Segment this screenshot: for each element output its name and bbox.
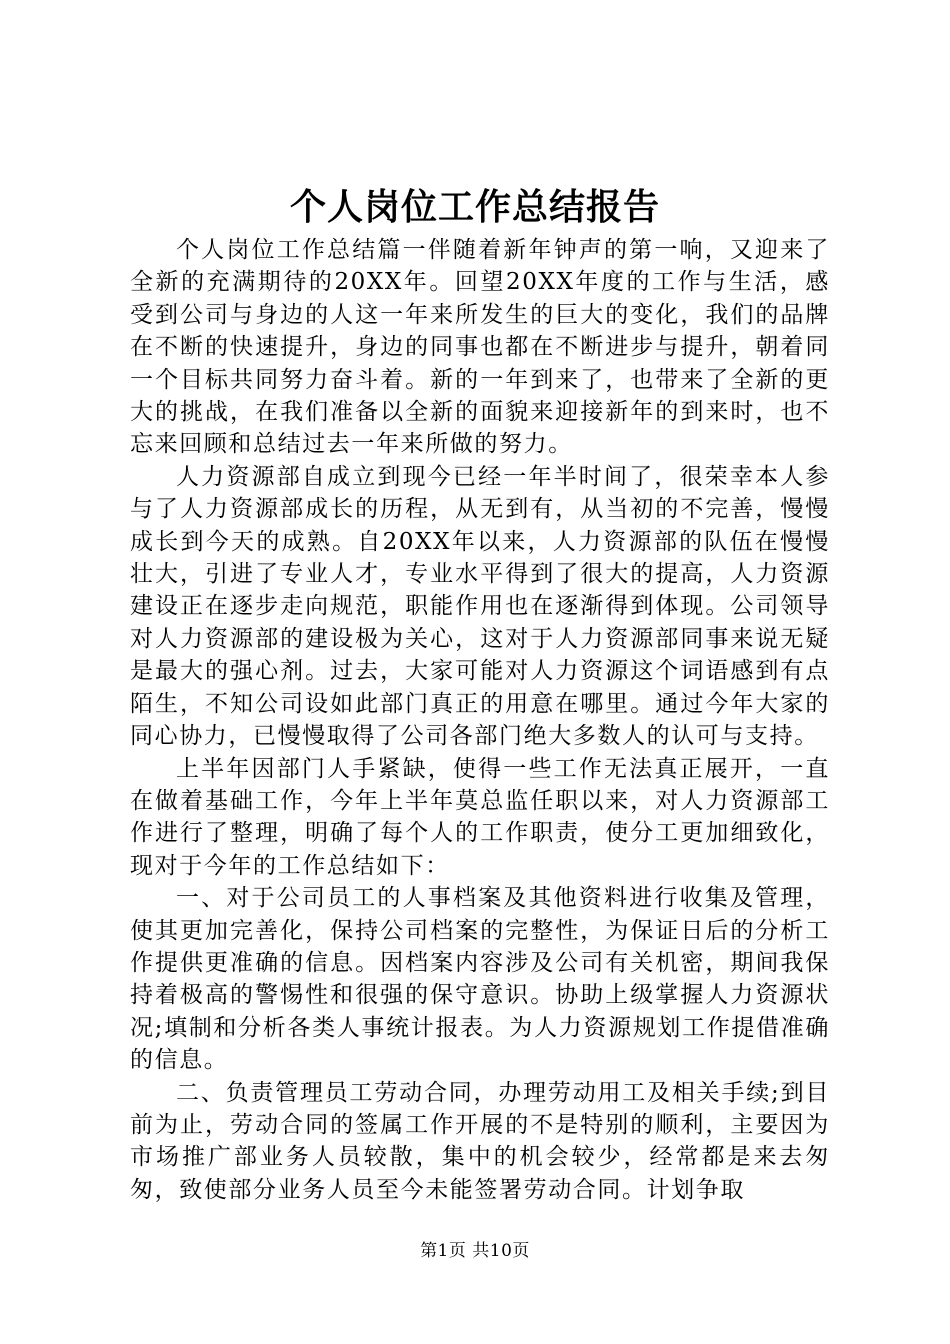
document-title: 个人岗位工作总结报告 [289, 186, 660, 228]
paragraph-hr-department: 人力资源部自成立到现今已经一年半时间了，很荣幸本人参与了人力资源部成长的历程，从无到有，从当初的不完善，慢慢成长到今天的成熟。自20XX年以来，人力资源部的队伍在慢慢壮大，引进了专业人才，专业水平得到了很大的提高，人力资源建设正在逐步走向规范，职能作用也在逐渐得到体现。公司领导对人力资源部的建设极为关心，这对于人力资源部同事来说无疑是最大的强心剂。过去，大家可能对人力资源这个词语感到有点陌生，不知公司设如此部门真正的用意在哪里。通过今年大家的同心协力，已慢慢取得了公司各部门绝大多数人的认可与支持。 [130, 463, 830, 750]
paragraph-intro: 个人岗位工作总结篇一伴随着新年钟声的第一响，又迎来了全新的充满期待的20XX年。回望20XX年度的工作与生活，感受到公司与身边的人这一年来所发生的巨大的变化，我们的品牌在不断的快速提升，身边的同事也都在不断进步与提升，朝着同一个目标共同努力奋斗着。新的一年到来了，也带来了全新的更大的挑战，在我们准备以全新的面貌来迎接新年的到来时，也不忘来回顾和总结过去一年来所做的努力。 [130, 237, 830, 458]
paragraph-item-one: 一、对于公司员工的人事档案及其他资料进行收集及管理，使其更加完善化，保持公司档案的完整性，为保证日后的分析工作提供更准确的信息。因档案内容涉及公司有关机密，期间我保持着极高的警惕性和很强的保守意识。协助上级掌握人力资源状况;填制和分析各类人事统计报表。为人力资源规划工作提借准确的信息。 [130, 885, 830, 1074]
paragraph-item-two: 二、负责管理员工劳动合同，办理劳动用工及相关手续;到目前为止，劳动合同的签属工作开展的不是特别的顺利，主要因为市场推广部业务人员较散，集中的机会较少，经常都是来去匆匆，致使部分业务人员至今未能签署劳动合同。计划争取 [130, 1079, 830, 1203]
page-number-footer: 第1页 共10页 [420, 1241, 530, 1261]
paragraph-first-half-year: 上半年因部门人手紧缺，使得一些工作无法真正展开，一直在做着基础工作，今年上半年莫总监任职以来，对人力资源部工作进行了整理，明确了每个人的工作职责，使分工更加细致化，现对于今年的工作总结如下： [130, 755, 830, 879]
document-body [130, 234, 830, 1206]
